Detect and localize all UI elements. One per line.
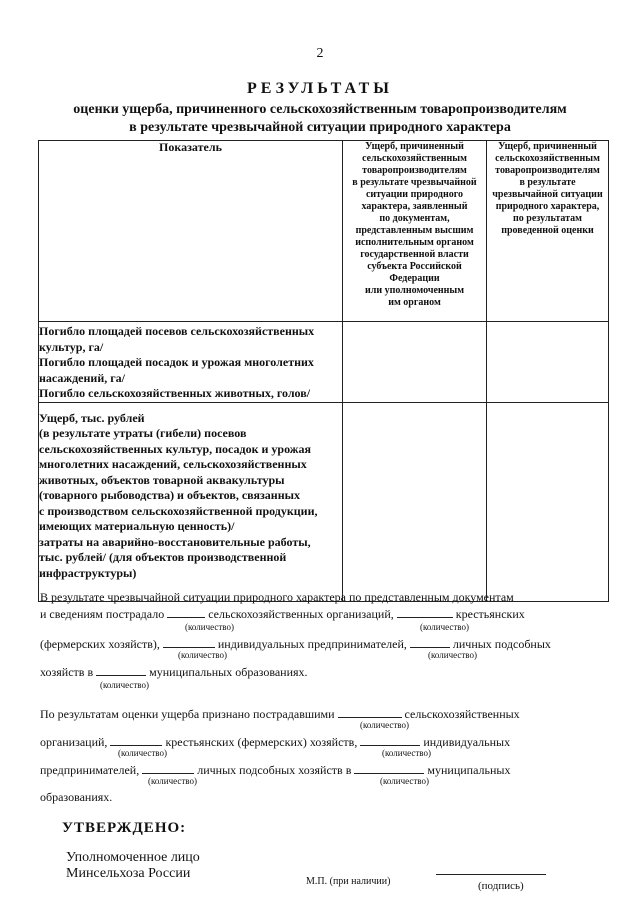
field-recognized-household-count[interactable]	[142, 762, 194, 774]
para1-line3: (фермерских хозяйств), индивидуальных предпринимателей, личных подсобных	[40, 637, 551, 651]
cell-assessed-damage[interactable]	[487, 402, 609, 601]
caption-quantity: (количество)	[185, 622, 234, 632]
official-title-line2: Минсельхоза России	[66, 866, 191, 881]
para1-line4: хозяйств в муниципальных образованиях.	[40, 665, 308, 679]
document-subtitle-line1: оценки ущерба, причиненного сельскохозяйственным товаропроизводителям	[73, 102, 567, 117]
cell-assessed-losses[interactable]	[487, 322, 609, 403]
para2-line4: образованиях.	[40, 790, 113, 804]
caption-quantity: (количество)	[420, 622, 469, 632]
para2-line1: По результатам оценки ущерба признано пострадавшими сельскохозяйственных	[40, 707, 520, 721]
para2-line2: организаций, крестьянских (фермерских) хозяйств, индивидуальных	[40, 735, 511, 749]
signature-caption: (подпись)	[478, 880, 524, 892]
table-row	[39, 322, 609, 403]
para1-line1: В результате чрезвычайной ситуации природного характера по представленным документам	[40, 590, 514, 604]
table-row	[39, 402, 609, 601]
row-losses-indicator: Погибло площадей посевов сельскохозяйственных культур, га/ Погибло площадей посадок и урожая многолетних насаждений, га/ Погибло сельскохозяйственных животных, голов/	[39, 322, 343, 403]
field-affected-municipalities[interactable]	[96, 664, 146, 676]
field-affected-entrepreneurs[interactable]	[410, 636, 450, 648]
header-assessed-damage: Ущерб, причиненный сельскохозяйственным товаропроизводителям в результате чрезвычайной ситуации природного характера, по результатам проведенной оценки	[487, 141, 609, 322]
official-title-line1: Уполномоченное лицо	[66, 850, 200, 865]
page-number: 2	[316, 46, 324, 61]
table-header-row	[39, 141, 609, 322]
field-recognized-municipalities[interactable]	[354, 762, 424, 774]
row-damage-indicator: Ущерб, тыс. рублей (в результате утраты (гибели) посевов сельскохозяйственных культур, посадок и урожая многолетних насаждений, сельскохозяйственных животных, объектов товарной аквакультуры (товарного рыбоводства) и объектов, связанных с производством сельскохозяйственной продукции, имеющих материальную ценность)/ затраты на аварийно-восстановительные работы, тыс. рублей/ (для объектов производственной инфраструктуры)	[39, 402, 343, 601]
para1-line2: и сведениям пострадало сельскохозяйственных организаций, крестьянских	[40, 607, 525, 621]
signature-line[interactable]	[436, 874, 546, 875]
field-recognized-entrepreneurs[interactable]	[360, 734, 420, 746]
caption-quantity: (количество)	[178, 650, 227, 660]
caption-quantity: (количество)	[428, 650, 477, 660]
field-affected-organizations[interactable]	[167, 606, 205, 618]
cell-claimed-losses[interactable]	[343, 322, 487, 403]
caption-quantity: (количество)	[360, 720, 409, 730]
field-recognized-farms[interactable]	[110, 734, 162, 746]
document-subtitle-line2: в результате чрезвычайной ситуации природного характера	[129, 120, 511, 135]
results-table	[38, 140, 609, 602]
field-affected-farms[interactable]	[397, 606, 453, 618]
document-title: РЕЗУЛЬТАТЫ	[246, 80, 394, 97]
caption-quantity: (количество)	[100, 680, 149, 690]
header-claimed-damage: Ущерб, причиненный сельскохозяйственным товаропроизводителям в результате чрезвычайной ситуации природного характера, заявленный по документам, представленным высшим исполнительным органом государственной власти субъекта Российской Федерации или уполномоченным им органом	[343, 141, 487, 322]
field-affected-farms-count[interactable]	[163, 636, 215, 648]
header-indicator: Показатель	[39, 141, 343, 322]
caption-quantity: (количество)	[118, 748, 167, 758]
stamp-note: М.П. (при наличии)	[306, 876, 391, 887]
caption-quantity: (количество)	[380, 776, 429, 786]
field-recognized-organizations[interactable]	[338, 706, 402, 718]
cell-claimed-damage[interactable]	[343, 402, 487, 601]
approved-label: УТВЕРЖДЕНО:	[62, 820, 187, 836]
caption-quantity: (количество)	[382, 748, 431, 758]
caption-quantity: (количество)	[148, 776, 197, 786]
para2-line3: предпринимателей, личных подсобных хозяйств в муниципальных	[40, 763, 511, 777]
